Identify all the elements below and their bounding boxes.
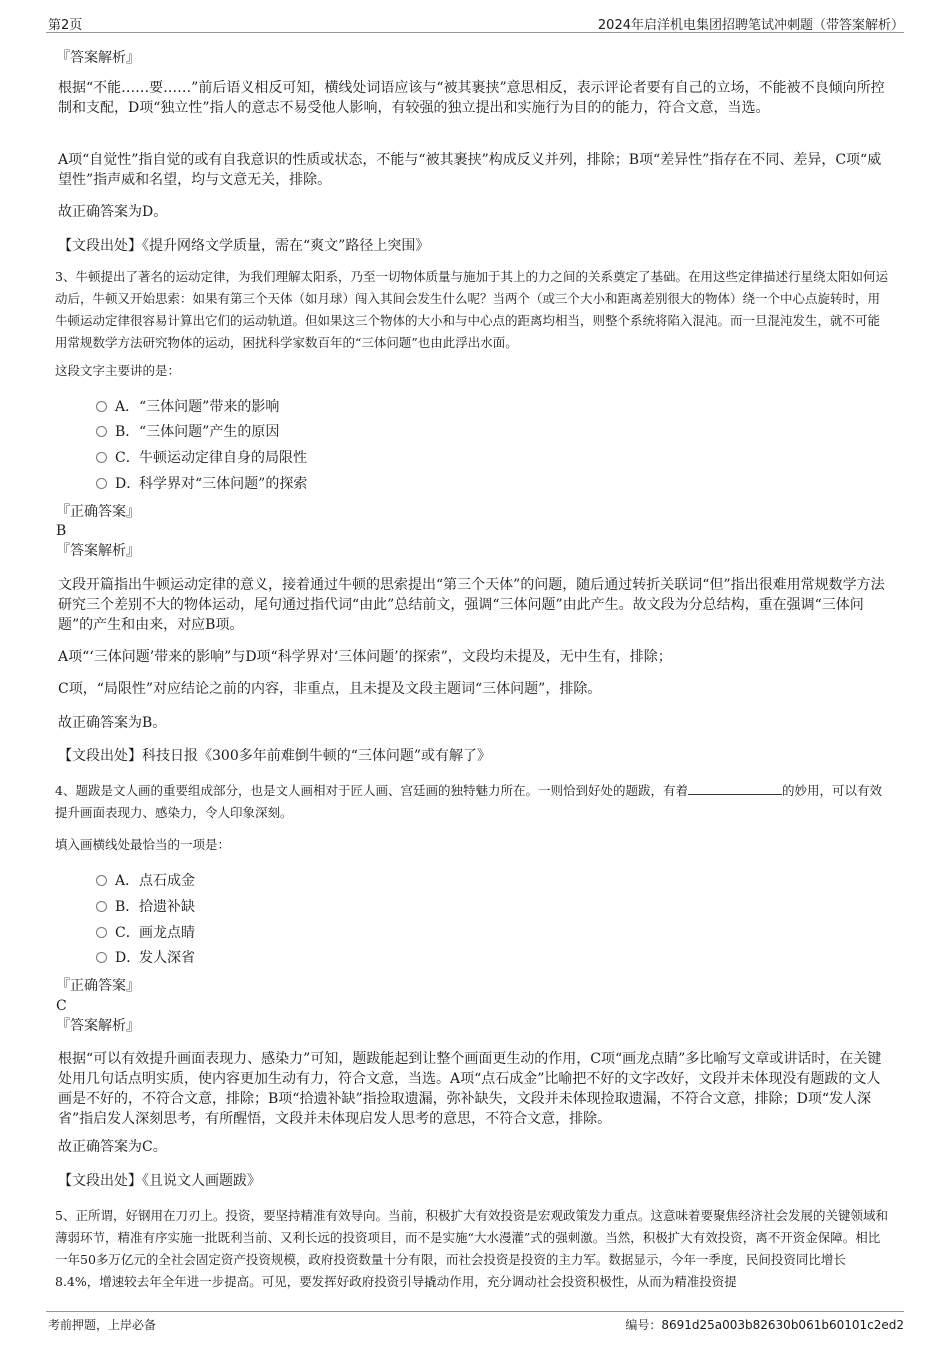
document-id: 编号：8691d25a003b82630b061b60101c2ed2	[625, 1318, 904, 1332]
q4-analysis-para-1: 根据“可以有效提升画面表现力、感染力”可知，题跋能起到让整个画面更生动的作用，C项“画龙点睛”多比喻写文章或讲话时，在关键处用几句话点明实质，使内容更加生动有力，符合文意，当选。A项“点石成金”比喻把不好的文字改好，文段并未体现没有题跋的文人画是不好的，不符合文意，排除；B项“拾遗补缺”指捡取遗漏，弥补缺失，文段并未体现捡取遗漏，不符合文意，排除；D项“发人深省”指启发人深刻思考，有所醒悟，文段并未体现启发人思考的意思，不符合文意，排除。	[58, 1051, 882, 1127]
radio-icon[interactable]	[96, 901, 107, 912]
q3-analysis-para-1: 文段开篇指出牛顿运动定律的意义，接着通过牛顿的思索提出“第三个天体”的问题，随后通过转折关联词“但”指出很难用常规数学方法研究三个差别不大的物体运动，尾句通过指代词“由此”总结前文，强调“三体问题”由此产生。故文段为分总结构，重在强调“三体问题”的产生和由来，对应B项。	[58, 577, 885, 633]
q4-option-b[interactable]: B．拾遗补缺	[96, 897, 195, 917]
q4-answer-label: 『正确答案』	[56, 978, 140, 994]
page-footer	[46, 1311, 904, 1334]
q3-analysis-label: 『答案解析』	[56, 543, 140, 559]
q5-stem: 5、正所谓，好钢用在刀刃上。投资，要坚持精准有效导向。当前，积极扩大有效投资是宏观政策发力重点。这意味着要聚焦经济社会发展的关键领域和薄弱环节，精准有序实施一批既利当前、又利长远的投资项目，而不是实施“大水漫灌”式的强刺激。当然，积极扩大有效投资，离不开资金保障。相比一年50多万亿元的全社会固定资产投资规模，政府投资数量十分有限，而社会投资是投资的主力军。数据显示，今年一季度，民间投资同比增长8.4%，增速较去年全年进一步提高。可见，要发挥好政府投资引导撬动作用，充分调动社会投资积极性，从而为精准投资提	[55, 1208, 888, 1289]
q3-conclusion: 故正确答案为B。	[58, 715, 167, 731]
radio-icon[interactable]	[96, 875, 107, 886]
q4-answer: C	[56, 998, 67, 1014]
footer-slogan: 考前押题，上岸必备	[48, 1318, 157, 1332]
q2-analysis-para-2: A项“自觉性”指自觉的或有自我意识的性质或状态，不能与“被其裹挟”构成反义并列，排除；B项“差异性”指存在不同、差异，C项“威望性”指声威和名望，均与文意无关，排除。	[58, 152, 882, 188]
document-title: 2024年启洋机电集团招聘笔试冲刺题（带答案解析）	[597, 18, 904, 33]
page-header	[46, 12, 904, 33]
q3-source: 【文段出处】科技日报《300多年前难倒牛顿的“三体问题”或有解了》	[58, 748, 492, 764]
radio-icon[interactable]	[96, 401, 107, 412]
q4-prompt: 填入画横线处最恰当的一项是：	[55, 837, 231, 852]
q3-analysis-para-3: C项，“局限性”对应结论之前的内容，非重点，且未提及文段主题词“三体问题”，排除。	[58, 681, 602, 697]
q3-option-c[interactable]: C．牛顿运动定律自身的局限性	[96, 448, 307, 468]
q2-analysis-label: 『答案解析』	[56, 50, 140, 66]
q3-prompt: 这段文字主要讲的是：	[55, 363, 181, 378]
radio-icon[interactable]	[96, 426, 107, 437]
q2-conclusion: 故正确答案为D。	[58, 204, 168, 220]
q4-option-d[interactable]: D．发人深省	[96, 948, 195, 968]
q3-option-a[interactable]: A．“三体问题”带来的影响	[96, 397, 279, 417]
q4-option-a[interactable]: A．点石成金	[96, 871, 195, 891]
q3-answer: B	[56, 523, 67, 539]
q4-analysis-label: 『答案解析』	[56, 1018, 140, 1034]
q4-stem: 4、题跋是文人画的重要组成部分，也是文人画相对于匠人画、宫廷画的独特魅力所在。一则恰到好处的题跋，有着 的妙用，可以有效提升画面表现力、感染力，令人印象深刻。	[55, 783, 882, 820]
q4-conclusion: 故正确答案为C。	[58, 1139, 167, 1155]
radio-icon[interactable]	[96, 478, 107, 489]
q3-answer-label: 『正确答案』	[56, 504, 140, 520]
radio-icon[interactable]	[96, 927, 107, 938]
q2-analysis-para-1: 根据“不能……要……”前后语义相反可知，横线处词语应该与“被其裹挟”意思相反，表示评论者要有自己的立场，不能被不良倾向所控制和支配，D项“独立性”指人的意志不易受他人影响，有较强的独立提出和实施行为目的的能力，符合文意，当选。	[58, 80, 885, 116]
q2-source: 【文段出处】《提升网络文学质量，需在“爽文”路径上突围》	[58, 238, 430, 254]
fill-in-blank	[688, 782, 782, 795]
q4-option-c[interactable]: C．画龙点睛	[96, 923, 195, 943]
q3-option-d[interactable]: D．科学界对“三体问题”的探索	[96, 474, 307, 494]
q3-analysis-para-2: A项“‘三体问题’带来的影响”与D项“科学界对‘三体问题’的探索”，文段均未提及，无中生有，排除；	[58, 649, 672, 665]
page-number: 第2页	[48, 18, 83, 33]
q3-option-b[interactable]: B．“三体问题”产生的原因	[96, 422, 279, 442]
q3-stem: 3、牛顿提出了著名的运动定律，为我们理解太阳系，乃至一切物体质量与施加于其上的力之间的关系奠定了基础。在用这些定律描述行星绕太阳如何运动后，牛顿又开始思索：如果有第三个天体（如月球）闯入其间会发生什么呢？当两个（或三个大小和距离差别很大的物体）绕一个中心点旋转时，用牛顿运动定律很容易计算出它们的运动轨道。但如果这三个物体的大小和与中心点的距离均相当，则整个系统将陷入混沌。而一旦混沌发生，就不可能用常规数学方法研究物体的运动，困扰科学家数百年的“三体问题”也由此浮出水面。	[55, 269, 888, 350]
radio-icon[interactable]	[96, 452, 107, 463]
radio-icon[interactable]	[96, 952, 107, 963]
q4-source: 【文段出处】《且说文人画题跋》	[58, 1173, 261, 1189]
